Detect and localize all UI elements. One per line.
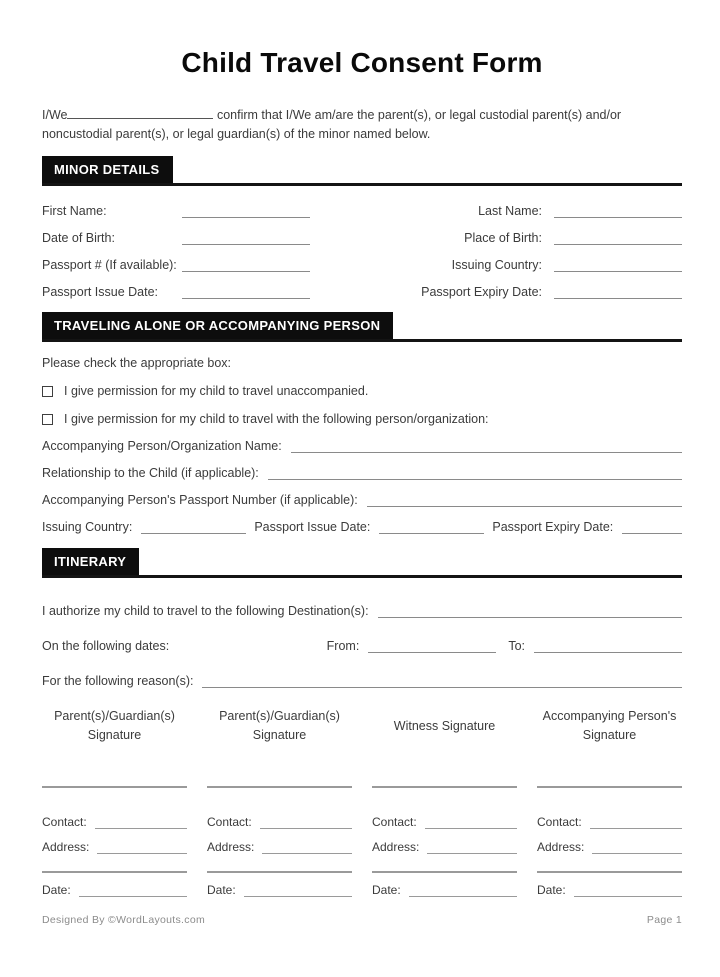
contact-label: Contact: bbox=[537, 815, 582, 829]
accompanied-option bbox=[42, 412, 682, 426]
field-group bbox=[362, 204, 682, 218]
accompanying-issue-date-label: Passport Issue Date: bbox=[254, 520, 371, 534]
accompanying-expiry-date-field[interactable] bbox=[622, 522, 682, 534]
intro-prefix: I/We bbox=[42, 108, 68, 122]
parent2-contact-field[interactable] bbox=[260, 818, 352, 829]
reason-field[interactable] bbox=[202, 676, 682, 688]
parent2-address-extra-field[interactable] bbox=[207, 871, 352, 873]
passport-number-field[interactable] bbox=[182, 260, 310, 272]
traveling-section-header-label: TRAVELING ALONE OR ACCOMPANYING PERSON bbox=[42, 312, 393, 339]
field-group bbox=[362, 258, 682, 272]
accompanying-issuing-country-field[interactable] bbox=[141, 522, 246, 534]
designer-credit: Designed By ©WordLayouts.com bbox=[42, 914, 206, 926]
relationship-field[interactable] bbox=[268, 468, 682, 480]
minor-details-header bbox=[42, 156, 682, 186]
page-number: Page 1 bbox=[646, 914, 682, 926]
parent2-date-field[interactable] bbox=[244, 886, 352, 897]
signature-column-title: Parent(s)/Guardian(s) Signature bbox=[219, 709, 340, 742]
date-row bbox=[207, 883, 352, 897]
witness-signature-field[interactable] bbox=[372, 786, 517, 788]
parent-name-field[interactable] bbox=[67, 108, 213, 119]
signature-column-title: Parent(s)/Guardian(s) Signature bbox=[54, 709, 175, 742]
date-of-birth-label: Date of Birth: bbox=[42, 231, 115, 245]
contact-label: Contact: bbox=[372, 815, 417, 829]
accompanying-passport-field[interactable] bbox=[367, 495, 682, 507]
from-label: From: bbox=[326, 639, 360, 653]
date-label: Date: bbox=[537, 883, 566, 897]
destination-row bbox=[42, 604, 682, 618]
address-row bbox=[372, 840, 517, 854]
minor-row bbox=[42, 275, 682, 302]
passport-dates-row bbox=[42, 520, 682, 534]
address-row bbox=[42, 840, 187, 854]
field-group bbox=[42, 231, 362, 245]
parent1-contact-field[interactable] bbox=[95, 818, 187, 829]
signature-column-accompanying bbox=[537, 706, 682, 897]
field-group bbox=[42, 258, 362, 272]
parent1-address-extra-field[interactable] bbox=[42, 871, 187, 873]
checkbox-instruction: Please check the appropriate box: bbox=[42, 356, 232, 370]
accompanying-address-field[interactable] bbox=[592, 843, 682, 854]
from-date-field[interactable] bbox=[368, 641, 496, 653]
unaccompanied-option-label: I give permission for my child to travel unaccompanied. bbox=[64, 384, 369, 398]
contact-row bbox=[42, 815, 187, 829]
dates-label: On the following dates: bbox=[42, 639, 170, 653]
first-name-field[interactable] bbox=[182, 206, 310, 218]
contact-row bbox=[372, 815, 517, 829]
destination-label: I authorize my child to travel to the following Destination(s): bbox=[42, 604, 369, 618]
accompanying-date-field[interactable] bbox=[574, 886, 682, 897]
travel-dates-row bbox=[42, 639, 682, 653]
unaccompanied-option bbox=[42, 384, 682, 398]
date-label: Date: bbox=[42, 883, 71, 897]
field-group bbox=[42, 285, 362, 299]
date-label: Date: bbox=[372, 883, 401, 897]
contact-row bbox=[207, 815, 352, 829]
traveling-section-header bbox=[42, 312, 682, 342]
minor-row bbox=[42, 248, 682, 275]
address-label: Address: bbox=[207, 840, 255, 854]
minor-details-fields bbox=[42, 194, 682, 302]
witness-date-field[interactable] bbox=[409, 886, 517, 897]
address-label: Address: bbox=[537, 840, 585, 854]
intro-text: confirm that I/We am/are the parent(s), or legal custodial parent(s) and/or noncustodial parent(s), or legal guardian(s) of the minor named below. bbox=[42, 108, 622, 141]
accompanying-expiry-date-label: Passport Expiry Date: bbox=[492, 520, 614, 534]
accompanied-option-label: I give permission for my child to travel with the following person/organization: bbox=[64, 412, 489, 426]
contact-label: Contact: bbox=[42, 815, 87, 829]
relationship-label: Relationship to the Child (if applicable): bbox=[42, 466, 259, 480]
date-row bbox=[42, 883, 187, 897]
reason-row bbox=[42, 674, 682, 688]
passport-expiry-date-field[interactable] bbox=[554, 287, 682, 299]
to-label: To: bbox=[508, 639, 525, 653]
passport-number-label: Passport # (If available): bbox=[42, 258, 177, 272]
passport-expiry-date-label: Passport Expiry Date: bbox=[421, 285, 542, 299]
contact-row bbox=[537, 815, 682, 829]
accompanied-checkbox-icon[interactable] bbox=[42, 414, 53, 425]
address-label: Address: bbox=[42, 840, 90, 854]
minor-details-header-label: MINOR DETAILS bbox=[42, 156, 173, 183]
place-of-birth-label: Place of Birth: bbox=[464, 231, 542, 245]
itinerary-section-header bbox=[42, 548, 682, 578]
relationship-row bbox=[42, 466, 682, 480]
accompanying-contact-field[interactable] bbox=[590, 818, 682, 829]
accompanying-signature-field[interactable] bbox=[537, 786, 682, 788]
last-name-field[interactable] bbox=[554, 206, 682, 218]
minor-row bbox=[42, 194, 682, 221]
reason-label: For the following reason(s): bbox=[42, 674, 194, 688]
passport-issue-date-field[interactable] bbox=[182, 287, 310, 299]
accompanying-issuing-country-label: Issuing Country: bbox=[42, 520, 133, 534]
unaccompanied-checkbox-icon[interactable] bbox=[42, 386, 53, 397]
field-group bbox=[42, 204, 362, 218]
parent1-address-field[interactable] bbox=[97, 843, 187, 854]
parent1-date-field[interactable] bbox=[79, 886, 187, 897]
accompanying-address-extra-field[interactable] bbox=[537, 871, 682, 873]
address-row bbox=[537, 840, 682, 854]
accompanying-name-label: Accompanying Person/Organization Name: bbox=[42, 439, 282, 453]
place-of-birth-field[interactable] bbox=[554, 233, 682, 245]
destination-field[interactable] bbox=[378, 606, 682, 618]
accompanying-name-row bbox=[42, 439, 682, 453]
passport-issue-date-label: Passport Issue Date: bbox=[42, 285, 159, 299]
to-date-field[interactable] bbox=[534, 641, 682, 653]
signature-column-title: Witness Signature bbox=[393, 718, 496, 733]
signature-column-parent1 bbox=[42, 706, 187, 897]
signature-column-witness bbox=[372, 706, 517, 897]
contact-label: Contact: bbox=[207, 815, 252, 829]
field-group bbox=[362, 231, 682, 245]
last-name-label: Last Name: bbox=[478, 204, 542, 218]
address-label: Address: bbox=[372, 840, 420, 854]
first-name-label: First Name: bbox=[42, 204, 107, 218]
signature-column-title: Accompanying Person's Signature bbox=[542, 709, 677, 742]
signature-block bbox=[42, 706, 682, 897]
minor-row bbox=[42, 221, 682, 248]
date-label: Date: bbox=[207, 883, 236, 897]
parent2-address-field[interactable] bbox=[262, 843, 352, 854]
signature-column-parent2 bbox=[207, 706, 352, 897]
parent1-signature-field[interactable] bbox=[42, 786, 187, 788]
date-row bbox=[537, 883, 682, 897]
date-of-birth-field[interactable] bbox=[182, 233, 310, 245]
document-page bbox=[0, 46, 720, 977]
accompanying-issue-date-field[interactable] bbox=[379, 522, 484, 534]
accompanying-passport-row bbox=[42, 493, 682, 507]
witness-address-field[interactable] bbox=[427, 843, 517, 854]
parent2-signature-field[interactable] bbox=[207, 786, 352, 788]
date-row bbox=[372, 883, 517, 897]
address-row bbox=[207, 840, 352, 854]
itinerary-section-header-label: ITINERARY bbox=[42, 548, 139, 575]
issuing-country-field[interactable] bbox=[554, 260, 682, 272]
page-footer bbox=[42, 914, 682, 926]
witness-address-extra-field[interactable] bbox=[372, 871, 517, 873]
page-title: Child Travel Consent Form bbox=[181, 47, 543, 78]
field-group bbox=[362, 285, 682, 299]
accompanying-passport-label: Accompanying Person's Passport Number (if applicable): bbox=[42, 493, 358, 507]
accompanying-name-field[interactable] bbox=[291, 441, 682, 453]
issuing-country-label: Issuing Country: bbox=[451, 258, 542, 272]
witness-contact-field[interactable] bbox=[425, 818, 517, 829]
intro-paragraph bbox=[42, 106, 682, 144]
